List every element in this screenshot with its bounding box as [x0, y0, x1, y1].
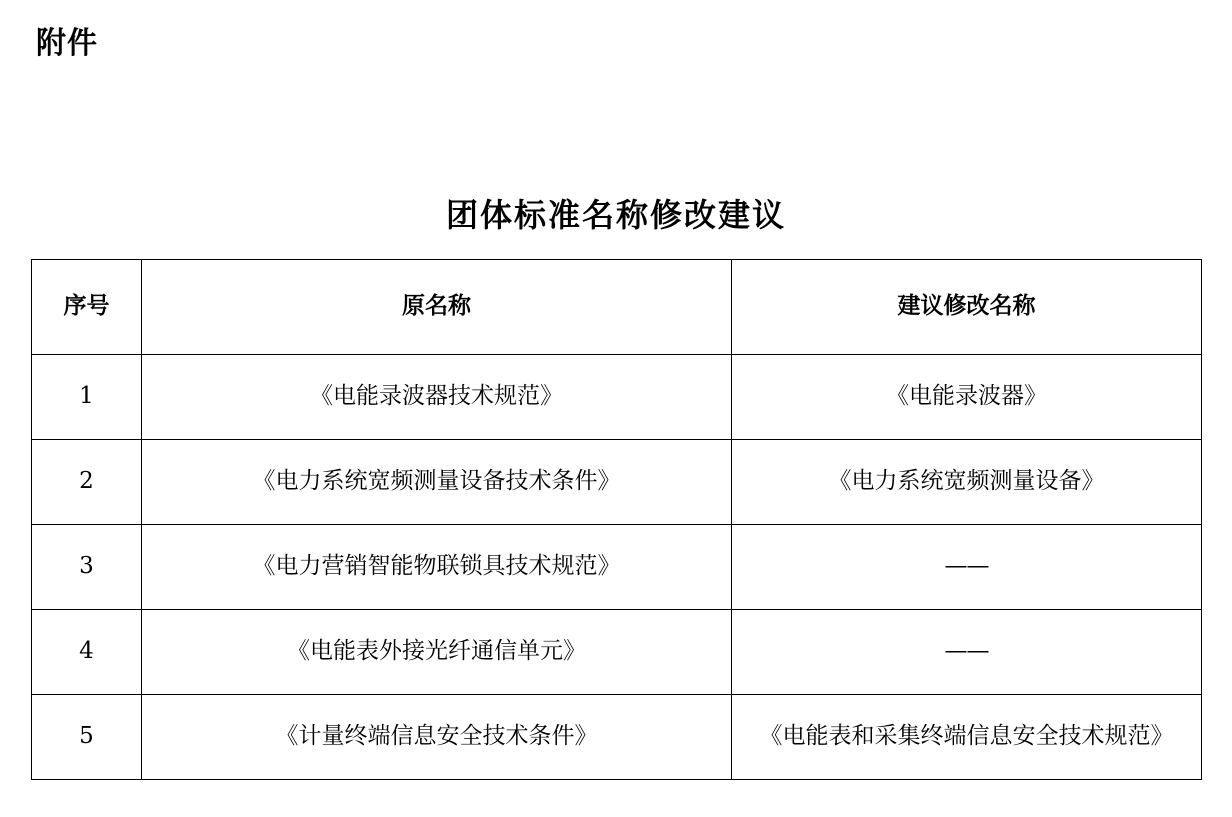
- table-header-row: [32, 260, 1202, 355]
- cell-index: 3: [32, 525, 142, 610]
- cell-original-name: 《电力系统宽频测量设备技术条件》: [142, 440, 732, 525]
- attachment-label: 附件: [36, 26, 98, 61]
- cell-index: 2: [32, 440, 142, 525]
- cell-original-name: 《电能表外接光纤通信单元》: [142, 610, 732, 695]
- table-container: [31, 259, 1201, 780]
- cell-original-name: 《电力营销智能物联锁具技术规范》: [142, 525, 732, 610]
- table-body: [32, 355, 1202, 780]
- cell-index: 4: [32, 610, 142, 695]
- table-row: [32, 695, 1202, 780]
- cell-index: 1: [32, 355, 142, 440]
- cell-suggested-name: ——: [732, 525, 1202, 610]
- table-row: [32, 610, 1202, 695]
- page-title: 团体标准名称修改建议: [445, 196, 786, 234]
- table-row: [32, 440, 1202, 525]
- column-header-suggested-name: 建议修改名称: [732, 260, 1202, 355]
- cell-original-name: 《电能录波器技术规范》: [142, 355, 732, 440]
- cell-original-name: 《计量终端信息安全技术条件》: [142, 695, 732, 780]
- cell-suggested-name: 《电能表和采集终端信息安全技术规范》: [732, 695, 1202, 780]
- table-row: [32, 355, 1202, 440]
- column-header-index: 序号: [32, 260, 142, 355]
- table-header: [32, 260, 1202, 355]
- cell-suggested-name: 《电能录波器》: [732, 355, 1202, 440]
- cell-index: 5: [32, 695, 142, 780]
- table-row: [32, 525, 1202, 610]
- cell-suggested-name: 《电力系统宽频测量设备》: [732, 440, 1202, 525]
- cell-suggested-name: ——: [732, 610, 1202, 695]
- standards-rename-table: [31, 259, 1202, 780]
- column-header-original-name: 原名称: [142, 260, 732, 355]
